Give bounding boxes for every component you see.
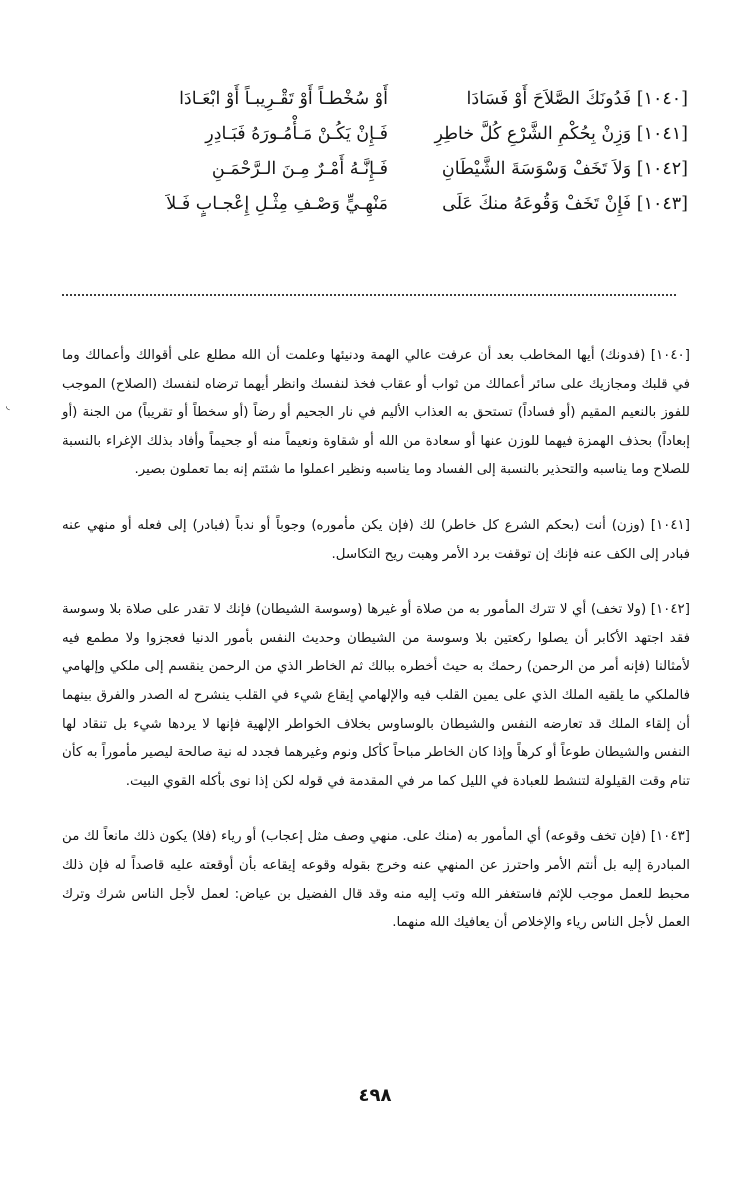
verse-number: [١٠٤٣] xyxy=(636,194,688,214)
commentary-paragraph xyxy=(62,512,690,569)
commentary-block xyxy=(62,342,690,938)
dotted-separator xyxy=(62,294,676,296)
commentary-paragraph xyxy=(62,596,690,796)
verse-first-hemistich xyxy=(398,119,688,149)
verse-text: فَإِنْ تَخَفْ وَقُوعَهُ منكَ عَلَى xyxy=(442,194,632,214)
verse-text: فَدُونَكَ الصَّلاَحَ أَوْ فَسَادَا xyxy=(466,89,632,109)
verse-number: [١٠٤٢] xyxy=(636,159,688,179)
commentary-paragraph xyxy=(62,823,690,937)
verse-second-hemistich: أَوْ سُخْطـاً أَوْ تَقْـرِيبـاً أَوْ ابْعَـادَا xyxy=(179,89,388,109)
verse-line xyxy=(88,189,688,224)
commentary-paragraph xyxy=(62,342,690,485)
verse-first-hemistich xyxy=(398,84,688,114)
verse-second-hemistich: فَـإِنْ يَكُـنْ مَـأْمُـورَهُ فَبَـادِرِ xyxy=(205,124,388,144)
commentary-text: (ولا تخف) أي لا تترك المأمور به من صلاة أو غيرها (وسوسة الشيطان) فإنك لا تقدر على صلاة بلا وسوسة فقد اجتهد الأكابر أن يصلوا ركعتين بلا وسوسة من الشيطان وحديث النفس بأمور الدنيا فعجزوا ولا مطمع فيه لأمثالنا (فإنه أمر من الرحمن) رحمك به حيث أخطره ببالك ثم الخاطر الذي من الرحمن ينقسم إلى ملكي وإلهامي فالملكي ما يلقيه الملك الذي على يمين القلب فيه والإلهامي إيقاع شيء في القلب ينشرح له الصدر والفرق بينهما أن إلقاء الملك قد تعارضه النفس والشيطان بالوساوس بخلاف الخواطر الإلهية فإنها لا يردها شيء بل تنقاد لها النفس والشيطان طوعاً أو كرهاً وإذا كان الخاطر مباحاً كأكل ونوم وغيرهما فجدد له نية صالحة ليصير مأموراً به كأن تنام وقت القيلولة لتنشط للعبادة في الليل كما مر في المقدمة في قوله لكن إذا نوى بأكله القوي البيت. xyxy=(62,602,690,789)
commentary-text: (وزن) أنت (بحكم الشرع كل خاطر) لك (فإن يكن مأموره) وجوباً أو ندباً (فبادر) إلى فعله أو منهي عنه فبادر إلى الكف عنه فإنك إن توقفت برد الأمر وهبت ريح التكاسل. xyxy=(62,517,690,562)
verse-second-hemistich: فَـإِنَّـهُ أَمْـرٌ مِـنَ الـرَّحْمَـنِ xyxy=(211,159,388,179)
page-number: ٤٩٨ xyxy=(358,1085,392,1106)
verse-line xyxy=(88,119,688,154)
verse-number: [١٠٤١] xyxy=(636,124,688,144)
verse-number: [١٠٤٠] xyxy=(636,89,688,109)
verse-text: وَلاَ تَخَفْ وَسْوَسَةَ الشَّيْطَانِ xyxy=(441,159,632,179)
commentary-verse-ref: [١٠٤٢] xyxy=(650,602,690,618)
verse-text: وَزِنْ بِحُكْمِ الشَّرْعِ كُلَّ خاطِرِ xyxy=(434,124,632,144)
commentary-text: (فدونك) أيها المخاطب بعد أن عرفت عالي الهمة ودنيئها وعلمت أن الله مطلع على أقوالك وأعمالك وما في قلبك ومجازيك على سائر أعمالك من ثواب أو عقاب فخذ لنفسك وانظر أيهما ترضاه لنفسك (الصلاح) الموجب للفوز بالنعيم المقيم (أو فساداً) تستحق به العذاب الأليم في نار الجحيم أو رضاً (أو سخطاً أو تقريباً) من الجنة (أو إبعاداً) بحذف الهمزة فيهما للوزن عنها أو سعادة من الله أو شقاوة ونعيماً منه أو جحيماً وأفاد بذلك الإغراء بالنسبة للصلاح وما يناسبه والتحذير بالنسبة إلى الفساد وما يناسبه ونظير اعملوا ما شئتم إنه بما تعملون بصير. xyxy=(62,348,690,478)
margin-mark: ◟ xyxy=(6,401,10,412)
commentary-verse-ref: [١٠٤٣] xyxy=(650,829,690,845)
verse-first-hemistich xyxy=(398,154,688,184)
commentary-verse-ref: [١٠٤٠] xyxy=(650,348,690,363)
verse-line xyxy=(88,84,688,119)
verse-line xyxy=(88,154,688,189)
commentary-text: (فإن تخف وقوعه) أي المأمور به (منك على. منهي وصف مثل إعجاب) أو رياء (فلا) يكون ذلك مانعاً لك من المبادرة إليه بل أنتم الأمر واحترز عن المنهي عنه وخرج بقوله وقوعه إيقاعه بأن أوقعته عليه قاصداً له فإن ذلك محبط للعمل موجب للإثم فاستغفر الله وتب إليه منه وقد قال الفضيل بن عياض: لعمل لأجل الناس شرك وترك العمل لأجل الناس رياء والإخلاص أن يعافيك الله منهما. xyxy=(62,829,690,931)
verse-second-hemistich: مَنْهِـيٍّ وَصْـفِ مِثْـلِ إِعْجـابٍ فَـلاَ xyxy=(166,194,388,214)
verse-first-hemistich xyxy=(398,189,688,219)
commentary-verse-ref: [١٠٤١] xyxy=(650,517,690,533)
verse-block xyxy=(88,84,688,224)
